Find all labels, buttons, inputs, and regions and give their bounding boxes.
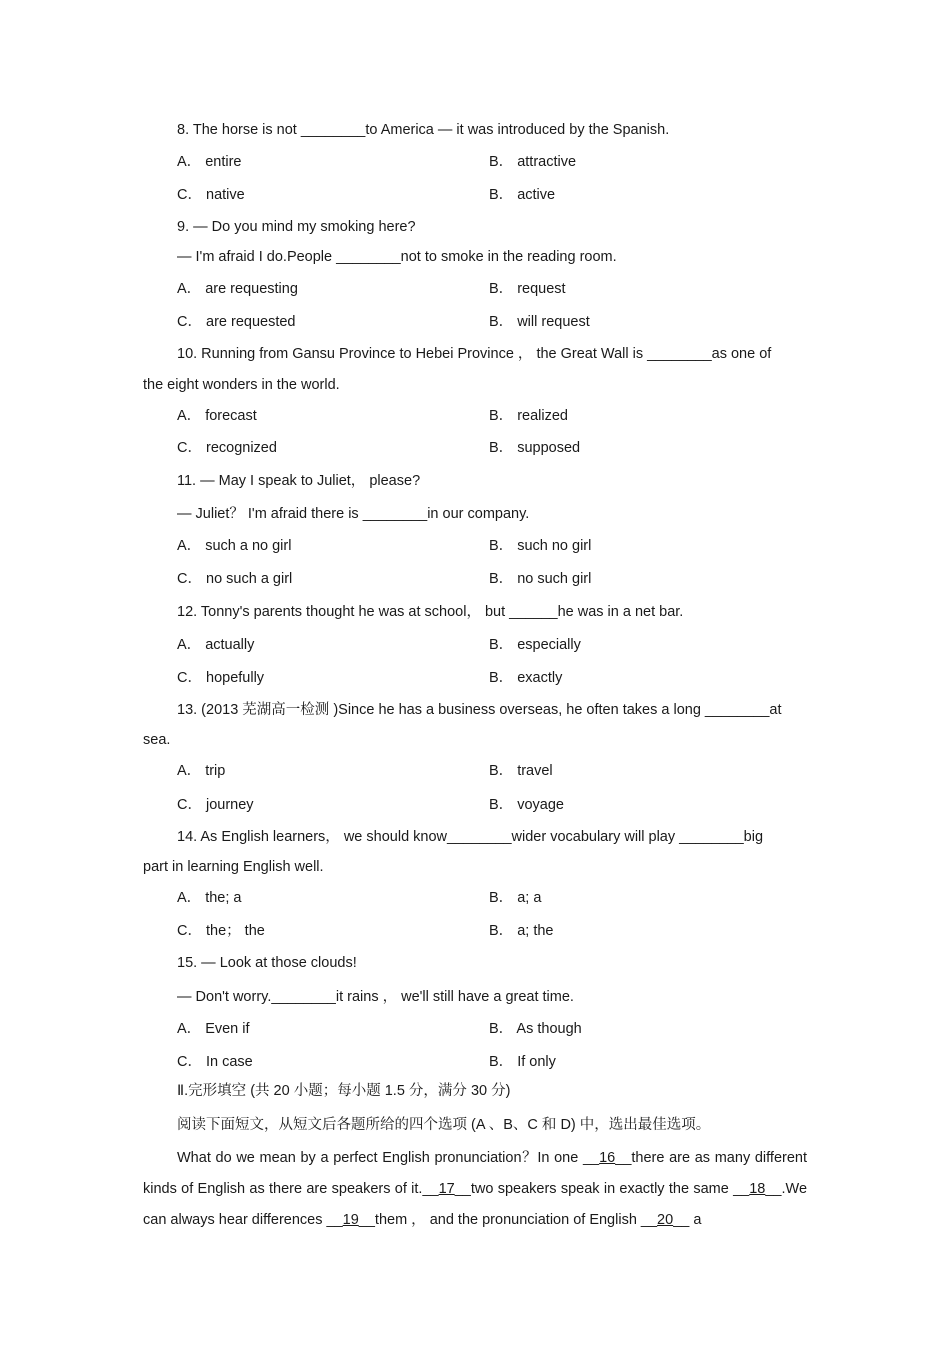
passage-text: What do we mean by a perfect English pronunciation？In one __ — [177, 1150, 600, 1166]
question-12-option-b: B． especially — [489, 637, 581, 653]
question-11-option-b: B． such no girl — [489, 538, 592, 554]
question-10-option-c: C． recognized — [177, 440, 277, 456]
blank-17: 17 — [438, 1181, 455, 1197]
section-instruction: 阅读下面短文，从短文后各题所给的四个选项 (A 、B、C 和 D) 中，选出最佳选项。 — [177, 1117, 711, 1133]
question-9-option-c: C． are requested — [177, 314, 296, 330]
question-14-stem-line2: part in learning English well. — [143, 859, 324, 875]
question-10-option-a: A． forecast — [177, 408, 257, 424]
question-14-option-d: B． a; the — [489, 923, 554, 939]
question-15-option-a: A． Even if — [177, 1021, 250, 1037]
passage-text: __two speakers speak in exactly the same __ — [454, 1181, 750, 1197]
question-11-stem-line2: — Juliet？ I'm afraid there is ________in our company. — [177, 506, 530, 522]
question-8-option-a: A． entire — [177, 154, 242, 170]
blank-18: 18 — [749, 1181, 766, 1197]
section-heading: Ⅱ.完形填空 (共 20 小题；每小题 1.5 分，满分 30 分) — [177, 1083, 511, 1099]
blank-16: 16 — [599, 1150, 616, 1166]
question-9-stem-line2: — I'm afraid I do.People ________not to smoke in the reading room. — [177, 249, 617, 265]
question-10-stem-line2: the eight wonders in the world. — [143, 377, 340, 393]
passage-text: __there are as many different kinds of English as there are speakers of it.__ — [143, 1150, 807, 1197]
question-11-option-c: C． no such a girl — [177, 571, 293, 587]
question-13-option-d: B． voyage — [489, 797, 564, 813]
passage-text: __them ， and the pronunciation of English __ — [358, 1212, 658, 1228]
question-9-option-a: A． are requesting — [177, 281, 298, 297]
question-12-option-a: A． actually — [177, 637, 255, 653]
question-8-option-d: B． active — [489, 187, 556, 203]
question-8-option-b: B． attractive — [489, 154, 577, 170]
question-9-stem: 9. — Do you mind my smoking here? — [177, 219, 416, 235]
passage-text: __.We can always hear differences __ — [143, 1181, 808, 1228]
blank-19: 19 — [342, 1212, 359, 1228]
question-13-stem: 13. (2013 芜湖高一检测 )Since he has a business overseas, he often takes a long ________at — [177, 702, 782, 718]
question-10-stem: 10. Running from Gansu Province to Hebei Province ， the Great Wall is ________as one of — [177, 346, 772, 362]
question-12-stem: 12. Tonny's parents thought he was at school， but ______he was in a net bar. — [177, 604, 684, 620]
question-8-option-c: C． native — [177, 187, 245, 203]
question-11-option-d: B． no such girl — [489, 571, 592, 587]
question-15-option-b: B． As though — [489, 1021, 582, 1037]
question-15-stem: 15. — Look at those clouds! — [177, 955, 357, 971]
passage — [143, 1143, 807, 1236]
question-11-option-a: A． such a no girl — [177, 538, 292, 554]
question-12-option-d: B． exactly — [489, 670, 563, 686]
question-13-option-b: B． travel — [489, 763, 553, 779]
question-15-option-c: C． In case — [177, 1054, 253, 1070]
question-9-option-b: B． request — [489, 281, 566, 297]
question-12-option-c: C． hopefully — [177, 670, 265, 686]
question-10-option-b: B． realized — [489, 408, 568, 424]
question-11-stem: 11. — May I speak to Juliet， please? — [177, 473, 421, 489]
passage-text: __ a — [673, 1212, 702, 1228]
question-13-option-a: A． trip — [177, 763, 226, 779]
question-9-option-d: B． will request — [489, 314, 590, 330]
question-13-option-c: C． journey — [177, 797, 254, 813]
question-10-option-d: B． supposed — [489, 440, 581, 456]
question-14-stem: 14. As English learners， we should know________wider vocabulary will play ________big — [177, 829, 764, 845]
question-15-stem-line2: — Don't worry.________it rains ， we'll still have a great time. — [177, 989, 574, 1005]
question-13-stem-line2: sea. — [143, 732, 171, 748]
question-14-option-a: A． the; a — [177, 890, 242, 906]
question-14-option-c: C． the； the — [177, 923, 265, 939]
question-8-stem: 8. The horse is not ________to America — it was introduced by the Spanish. — [177, 122, 670, 138]
question-15-option-d: B． If only — [489, 1054, 556, 1070]
question-14-option-b: B． a; a — [489, 890, 542, 906]
blank-20: 20 — [657, 1212, 674, 1228]
